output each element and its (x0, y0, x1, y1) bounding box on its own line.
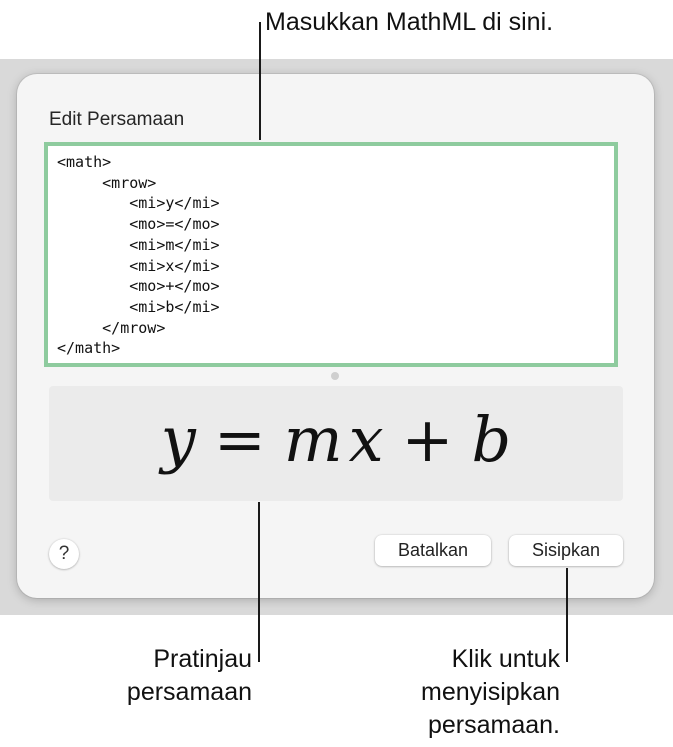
formula-b: b (471, 403, 512, 476)
callout-insert-line-3: persamaan. (427, 711, 560, 739)
callout-mathml-text: Masukkan MathML di sini. (265, 8, 554, 36)
callout-preview-line-2: persamaan (126, 678, 252, 706)
callout-line-mathml (259, 22, 261, 140)
dialog-title: Edit Persamaan (49, 109, 185, 130)
callout-preview-line-1: Pratinjau (153, 645, 252, 673)
resize-handle[interactable] (331, 372, 339, 380)
cancel-button[interactable]: Batalkan (375, 535, 491, 566)
callout-insert (421, 643, 560, 742)
formula-m: m (283, 403, 343, 476)
callout-insert-line-2: menyisipkan (421, 678, 560, 706)
edit-equation-dialog (17, 74, 654, 598)
formula-y: y (160, 403, 196, 476)
formula-plus: + (401, 403, 454, 476)
callout-mathml-input (265, 6, 553, 39)
insert-button[interactable]: Sisipkan (509, 535, 623, 566)
mathml-code[interactable]: <math> <mrow> <mi>y</mi> <mo>=</mo> <mi>m</mi> <mi>x</mi> <mo>+</mo> <mi>b</mi> </mrow> </math> (57, 153, 220, 358)
formula-x: x (348, 403, 384, 476)
help-button[interactable]: ? (49, 539, 79, 569)
preview-formula (161, 403, 511, 476)
callout-preview (127, 643, 252, 709)
callout-line-insert (566, 568, 568, 662)
mathml-editor[interactable] (44, 142, 618, 367)
equation-preview (49, 386, 623, 501)
callout-insert-line-1: Klik untuk (451, 645, 560, 673)
callout-line-preview (258, 502, 260, 662)
formula-equals: = (213, 403, 266, 476)
